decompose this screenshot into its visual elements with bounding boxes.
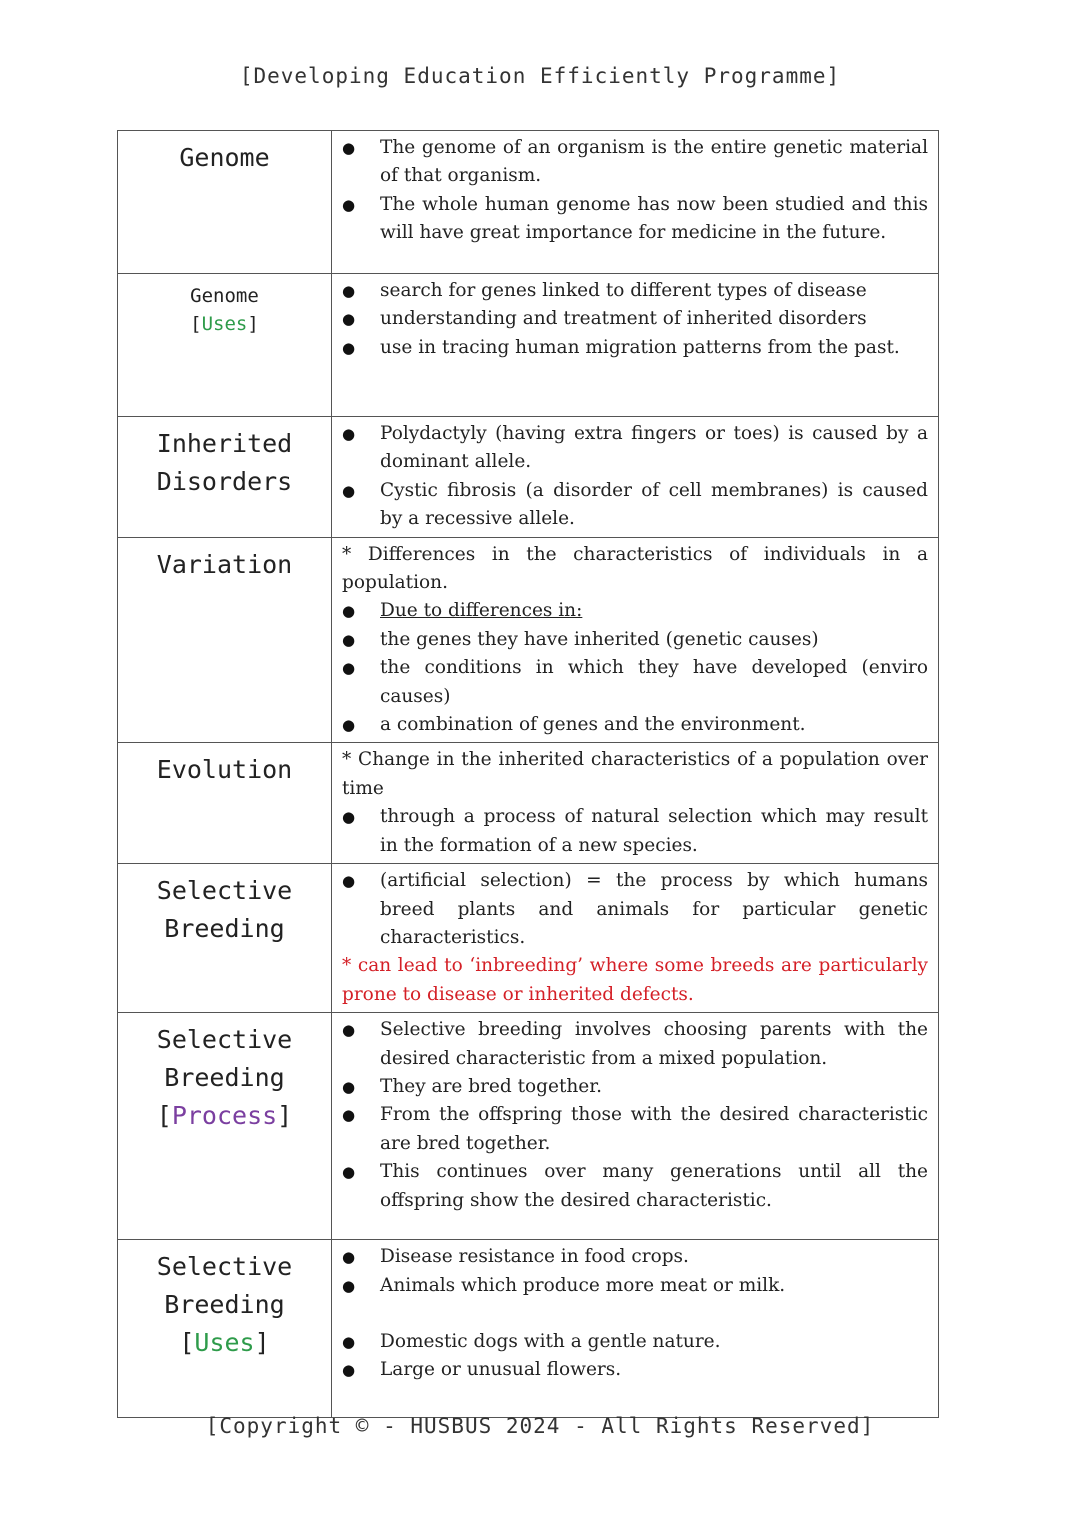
definition-cell (332, 743, 939, 864)
definition-cell (332, 864, 939, 1013)
list-item: ● the genes they have inherited (genetic causes) (342, 626, 928, 654)
intro-text: * Change in the inherited characteristics of a population over time (342, 749, 928, 799)
term-label: Selective (156, 876, 293, 906)
term-tag: [Uses] (190, 313, 259, 335)
term-label: Selective (156, 1025, 293, 1055)
list-item: ● They are bred together. (342, 1073, 928, 1101)
term-tag-text: Process (171, 1101, 278, 1131)
list-item: ● Selective breeding involves choosing parents with the desired characteristic from a mixed population. (342, 1016, 928, 1073)
list-item: ● Domestic dogs with a gentle nature. (342, 1328, 928, 1356)
term-cell (118, 743, 332, 864)
subheading-text: Due to differences in: (380, 600, 583, 622)
list-item: ● Polydactyly (having extra fingers or toes) is caused by a dominant allele. (342, 420, 928, 477)
table-row-inherited-disorders (118, 417, 939, 538)
table-row-selective-breeding-uses (118, 1240, 939, 1418)
table-row-selective-breeding (118, 864, 939, 1013)
list-item: ● Large or unusual flowers. (342, 1356, 928, 1384)
definition-cell (332, 1240, 939, 1418)
page-header: [Developing Education Efficiently Programme] (239, 64, 841, 88)
list-item: ● the conditions in which they have developed (enviro causes) (342, 654, 928, 711)
table-row-variation (118, 537, 939, 743)
list-item: ● use in tracing human migration patterns from the past. (342, 334, 928, 362)
list-item: ● a combination of genes and the environment. (342, 711, 928, 739)
definition-cell (332, 274, 939, 417)
term-label: Variation (156, 549, 293, 579)
term-label: Genome (179, 143, 270, 172)
table-row-genome-uses (118, 274, 939, 417)
list-item: ● The genome of an organism is the entire genetic material of that organism. (342, 134, 928, 191)
term-label: Selective (156, 1252, 293, 1282)
term-label: Inherited (156, 429, 293, 458)
term-cell (118, 1013, 332, 1240)
revision-table (117, 130, 939, 1418)
list-subheading (342, 597, 928, 625)
definition-cell (332, 131, 939, 274)
term-cell (118, 274, 332, 417)
definition-cell (332, 417, 939, 538)
term-label: Breeding (164, 1290, 285, 1320)
list-item: ● This continues over many generations until all the offspring show the desired characteristic. (342, 1158, 928, 1215)
spacer (342, 1300, 928, 1328)
term-tag-text: Uses (194, 1328, 255, 1358)
term-label: Breeding (164, 914, 285, 944)
list-item: ● The whole human genome has now been studied and this will have great importance for medicine in the future. (342, 191, 928, 248)
list-item: ● (artificial selection) = the process by which humans breed plants and animals for particular genetic characteristics. (342, 867, 928, 952)
term-tag: [Process] (156, 1101, 293, 1131)
list-item: ● through a process of natural selection which may result in the formation of a new species. (342, 803, 928, 860)
term-label: Genome (190, 285, 259, 307)
term-tag: [Uses] (179, 1328, 270, 1358)
term-cell (118, 537, 332, 743)
list-item: ● Cystic fibrosis (a disorder of cell membranes) is caused by a recessive allele. (342, 477, 928, 534)
warning-text: * can lead to ‘inbreeding’ where some breeds are particularly prone to disease or inherited defects. (342, 955, 928, 1005)
term-cell (118, 1240, 332, 1418)
term-label: Evolution (156, 755, 293, 785)
definition-cell (332, 1013, 939, 1240)
list-item: ● understanding and treatment of inherited disorders (342, 305, 928, 333)
list-item: ● Animals which produce more meat or milk. (342, 1272, 928, 1300)
term-cell (118, 131, 332, 274)
table-row-evolution (118, 743, 939, 864)
table-row-selective-breeding-process (118, 1013, 939, 1240)
term-label: Breeding (164, 1063, 285, 1093)
list-item: ● search for genes linked to different types of disease (342, 277, 928, 305)
term-cell (118, 864, 332, 1013)
list-item: ● From the offspring those with the desired characteristic are bred together. (342, 1101, 928, 1158)
intro-text: * Differences in the characteristics of individuals in a population. (342, 543, 928, 594)
table-row-genome (118, 131, 939, 274)
list-item: ● Disease resistance in food crops. (342, 1243, 928, 1271)
term-cell (118, 417, 332, 538)
definition-cell (332, 537, 939, 743)
page-footer: [Copyright © - HUSBUS 2024 - All Rights Reserved] (205, 1414, 875, 1438)
term-tag-text: Uses (201, 313, 248, 335)
term-label: Disorders (156, 467, 293, 496)
